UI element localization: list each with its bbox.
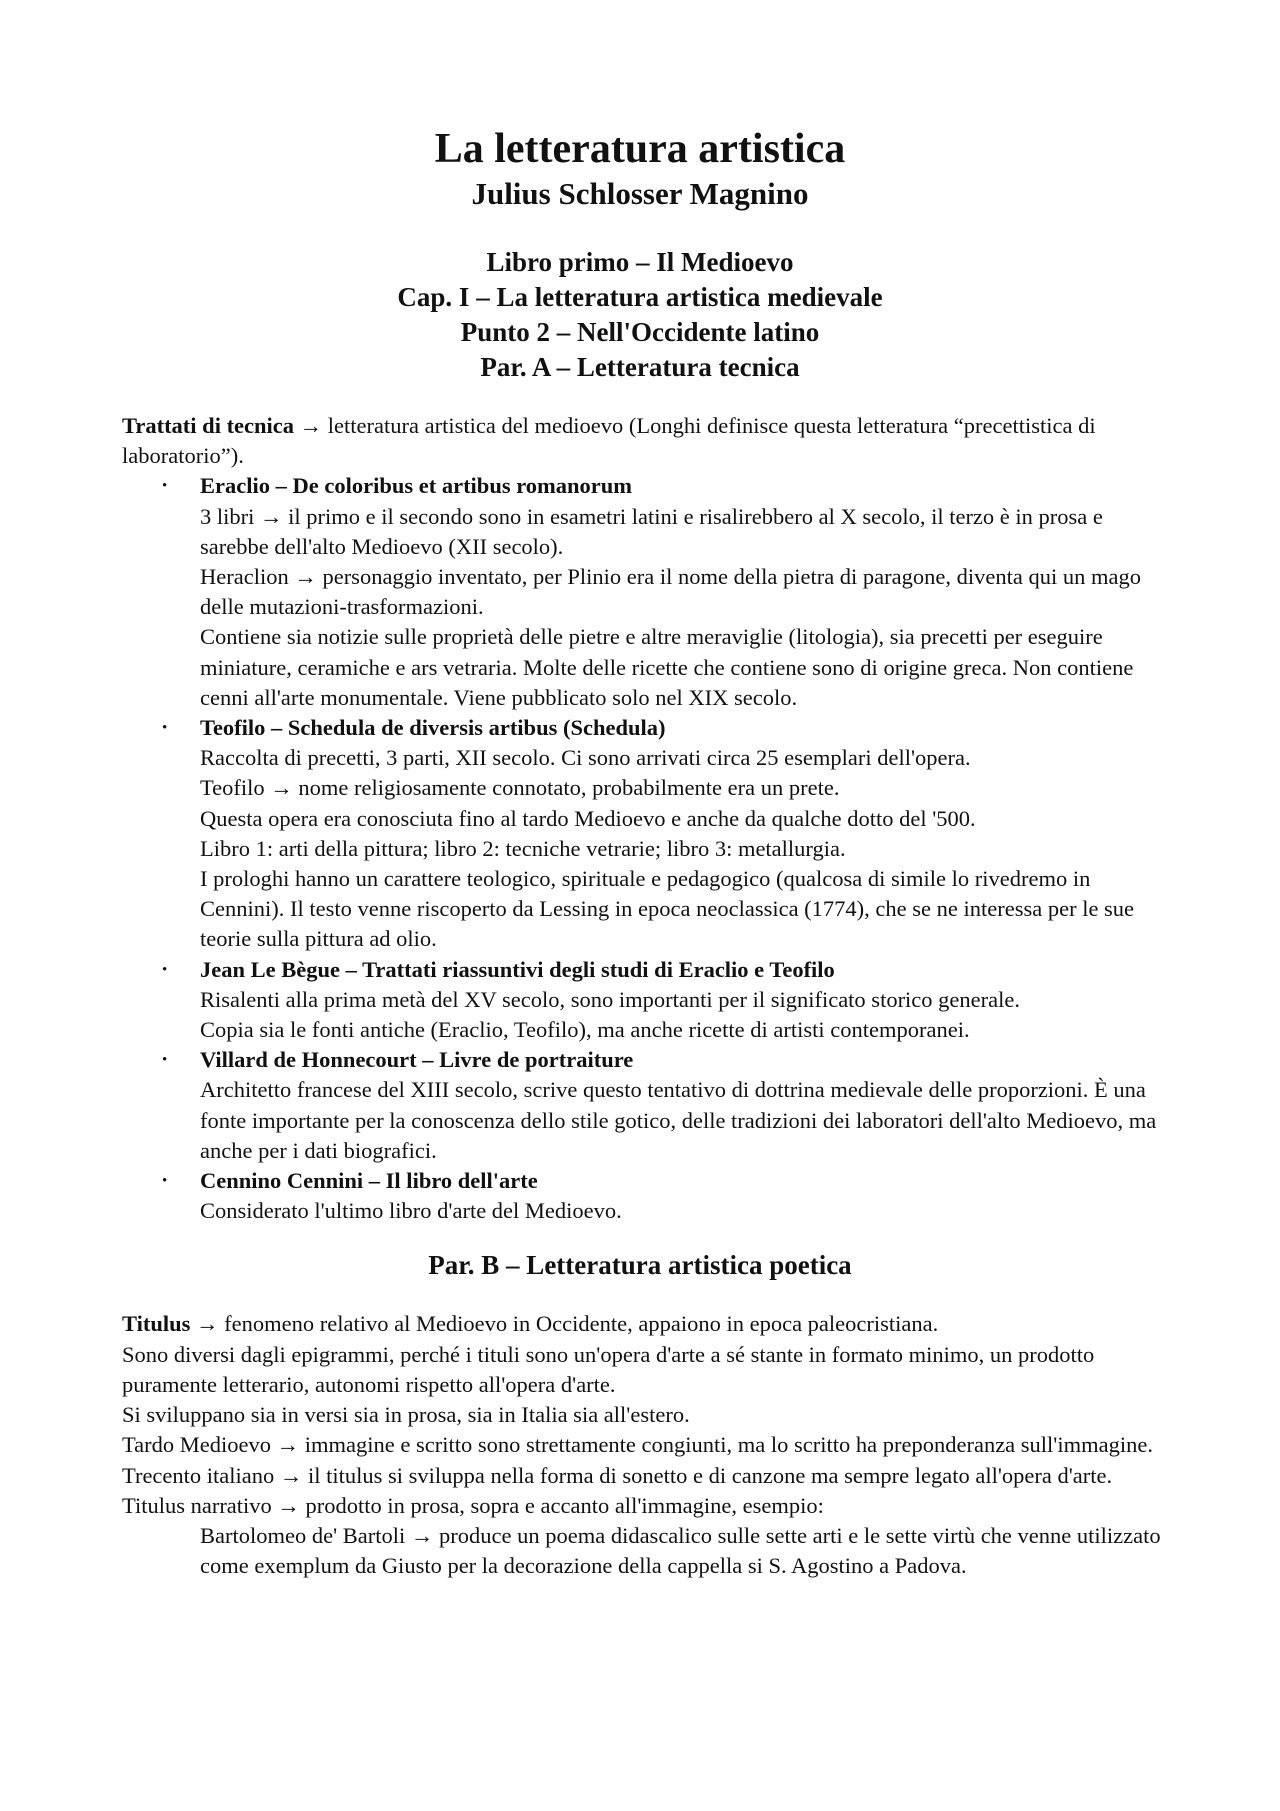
bullet-icon: • [162,1173,168,1190]
bullet-icon: • [162,720,168,737]
list-item-title: Eraclio – De coloribus et artibus romanorum [200,473,633,499]
section-b-paragraph: Titulus narrativo → prodotto in prosa, sopra e accanto all'immagine, esempio: [122,1492,824,1518]
section-b-paragraph: Sono diversi dagli epigrammi, perché i tituli sono un'opera d'arte a sé stante in formato minimo, un prodotto puramente letterario, autonomi rispetto all'opera d'arte. [122,1341,1095,1397]
treatise-list [122,471,1172,1226]
bullet-icon: • [162,961,168,978]
point-heading: Punto 2 – Nell'Occidente latino [460,317,820,347]
list-item-paragraph: Heraclion → personaggio inventato, per Plinio era il nome della pietra di paragone, diventa qui un mago delle mutazioni-trasformazioni. [200,564,1141,620]
section-b-intro [122,1309,1172,1339]
list-item-paragraph: Questa opera era conosciuta fino al tardo Medioevo e anche da qualche dotto del '500. [200,805,976,831]
bullet-icon: • [162,478,168,495]
bullet-icon: • [162,1052,168,1069]
list-item [122,1045,1172,1166]
list-item-paragraph: Risalenti alla prima metà del XV secolo, sono importanti per il significato storico generale. [200,986,1020,1012]
section-a-intro-text: → letteratura artistica del medioevo (Longhi definisce questa letteratura “precettistica di laboratorio”). [122,413,1096,469]
section-b-paragraph: Trecento italiano → il titulus si sviluppa nella forma di sonetto e di canzone ma sempre legato all'opera d'arte. [122,1462,1113,1488]
section-a-intro [122,411,1172,471]
paragraph-b-heading: Par. B – Letteratura artistica poetica [428,1250,852,1281]
list-item [122,955,1172,1046]
list-item-title: Villard de Honnecourt – Livre de portraiture [200,1047,634,1073]
list-item-paragraph: Considerato l'ultimo libro d'arte del Medioevo. [200,1198,622,1224]
paragraph-a-heading: Par. A – Letteratura tecnica [480,352,800,382]
document-title: La letteratura artistica [434,126,846,172]
chapter-heading: Cap. I – La letteratura artistica medievale [397,282,883,312]
section-b-intro-text: → fenomeno relativo al Medioevo in Occidente, appaiono in epoca paleocristiana. [190,1311,939,1337]
list-item [122,1166,1172,1226]
list-item-paragraph: Copia sia le fonti antiche (Eraclio, Teofilo), ma anche ricette di artisti contemporanei. [200,1017,970,1043]
section-a-intro-term: Trattati di tecnica [122,413,295,438]
heading-block [0,245,1280,385]
section-b-example: Bartolomeo de' Bartoli → produce un poema didascalico sulle sette arti e le sette virtù che venne utilizzato come exemplum da Giusto per la decorazione della cappella si S. Agostino a Padova. [200,1522,1161,1579]
list-item-title: Teofilo – Schedula de diversis artibus (Schedula) [200,715,666,741]
list-item-paragraph: Raccolta di precetti, 3 parti, XII secolo. Ci sono arrivati circa 25 esemplari dell'opera. [200,745,971,771]
document-author: Julius Schlosser Magnino [471,176,809,211]
list-item [122,713,1172,955]
list-item-paragraph: Libro 1: arti della pittura; libro 2: tecniche vetrarie; libro 3: metallurgia. [200,835,846,861]
section-b-paragraph: Tardo Medioevo → immagine e scritto sono strettamente congiunti, ma lo scritto ha preponderanza sull'immagine. [122,1432,1153,1458]
list-item-paragraph: Architetto francese del XIII secolo, scrive questo tentativo di dottrina medievale delle proporzioni. È una fonte importante per la conoscenza dello stile gotico, delle tradizioni dei laboratori dell'alto Medioevo, ma anche per i dati biografici. [200,1077,1157,1163]
list-item [122,471,1172,713]
list-item-paragraph: Contiene sia notizie sulle proprietà delle pietre e altre meraviglie (litologia), sia precetti per eseguire miniature, ceramiche e ars vetraria. Molte delle ricette che contiene sono di origine greca. Non contiene cenni all'arte monumentale. Viene pubblicato solo nel XIX secolo. [200,624,1134,710]
document-body [122,411,1172,1581]
section-b-paragraph: Si sviluppano sia in versi sia in prosa, sia in Italia sia all'estero. [122,1402,690,1428]
section-b-intro-term: Titulus [122,1311,191,1337]
list-item-title: Cennino Cennini – Il libro dell'arte [200,1168,538,1194]
list-item-paragraph: 3 libri → il primo e il secondo sono in esametri latini e risalirebbero al X secolo, il terzo è in prosa e sarebbe dell'alto Medioevo (XII secolo). [200,503,1103,559]
list-item-title: Jean Le Bègue – Trattati riassuntivi degli studi di Eraclio e Teofilo [200,956,835,982]
book-heading: Libro primo – Il Medioevo [486,247,794,277]
list-item-paragraph: I prologhi hanno un carattere teologico, spirituale e pedagogico (qualcosa di simile lo rivedremo in Cennini). Il testo venne riscoperto da Lessing in epoca neoclassica (1774), che se ne interessa per le sue teorie sulla pittura ad olio. [200,866,1135,952]
list-item-paragraph: Teofilo → nome religiosamente connotato, probabilmente era un prete. [200,775,840,801]
